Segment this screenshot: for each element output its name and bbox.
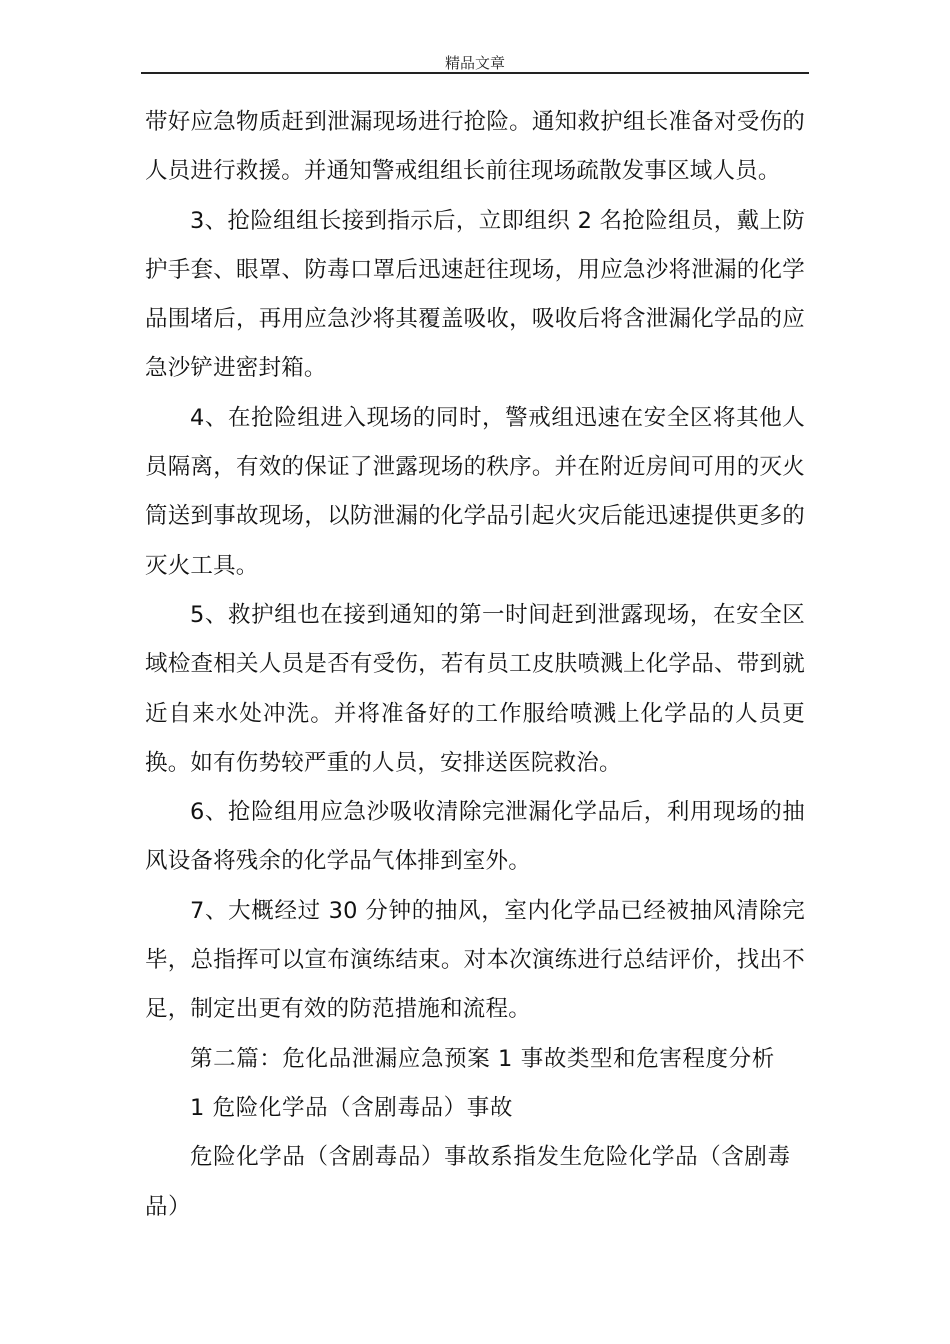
paragraph-4: 5、救护组也在接到通知的第一时间赶到泄露现场，在安全区域检查相关人员是否有受伤，若有员工皮肤喷溅上化学品、带到就近自来水处冲洗。并将准备好的工作服给喷溅上化学品的人员更换。如有伤势较严重的人员，安排送医院救治。 xyxy=(145,601,805,776)
section-title: 第二篇：危化品泄漏应急预案 1 事故类型和危害程度分析 xyxy=(190,1045,775,1072)
paragraph-1: 带好应急物质赶到泄漏现场进行抢险。通知救护组长准备对受伤的人员进行救援。并通知警戒组组长前往现场疏散发事区域人员。 xyxy=(145,109,805,185)
paragraph-3: 4、在抢险组进入现场的同时，警戒组迅速在安全区将其他人员隔离，有效的保证了泄露现场的秩序。并在附近房间可用的灭火筒送到事故现场，以防泄漏的化学品引起火灾后能迅速提供更多的灭火工具。 xyxy=(145,404,805,579)
document-body xyxy=(145,98,805,1232)
paragraph-2: 3、抢险组组长接到指示后，立即组织 2 名抢险组员，戴上防护手套、眼罩、防毒口罩后迅速赶往现场，用应急沙将泄漏的化学品围堵后，再用应急沙将其覆盖吸收，吸收后将含泄漏化学品的应急沙铲进密封箱。 xyxy=(145,207,805,382)
last-line: 危险化学品（含剧毒品）事故系指发生危险化学品（含剧毒品） xyxy=(145,1144,791,1220)
paragraph-5: 6、抢险组用应急沙吸收清除完泄漏化学品后，利用现场的抽风设备将残余的化学品气体排到室外。 xyxy=(145,799,805,875)
page-header: 精品文章 xyxy=(444,54,505,72)
paragraph-6: 7、大概经过 30 分钟的抽风，室内化学品已经被抽风清除完毕，总指挥可以宣布演练结束。对本次演练进行总结评价，找出不足，制定出更有效的防范措施和流程。 xyxy=(145,897,805,1023)
subsection-title: 1 危险化学品（含剧毒品）事故 xyxy=(190,1094,513,1121)
header-divider xyxy=(141,72,809,74)
